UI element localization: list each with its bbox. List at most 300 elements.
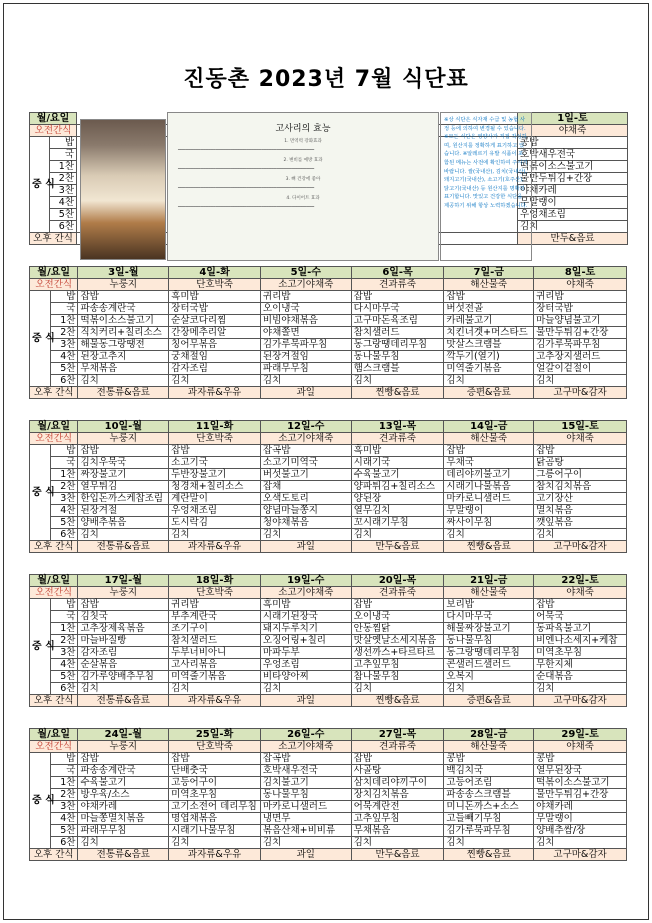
meal-cell: 김가루양배추무침	[78, 671, 169, 683]
pm-snack-cell: 만두&음료	[518, 233, 628, 245]
meal-row	[30, 351, 627, 363]
meal-cell: 떡볶이소스불고기	[78, 315, 169, 327]
meal-row	[30, 505, 627, 517]
meal-cell: 미니돈까스+소스	[444, 801, 534, 813]
item-label: 4찬	[50, 197, 77, 209]
weekday-label: 월/요일	[30, 729, 78, 741]
day-header: 17일-월	[78, 575, 169, 587]
info-line: 3. 뼈 건강에 좋아	[285, 177, 321, 182]
meal-cell: 고들빼기무침	[444, 813, 534, 825]
meal-cell: 비엔나소세지+케찹	[534, 635, 627, 647]
pm-snack-cell: 전통류&음료	[78, 695, 169, 707]
day-header: 29일-토	[534, 729, 627, 741]
info-filler: ━━━━━━━━━━━━━━━━━━━━━━━━━━━━━━━━━━━━━━━━━━━━━━━━━━━━━━	[178, 166, 315, 171]
info-filler: ━━━━━━━━━━━━━━━━━━━━━━━━━━━━━━━━━━━━━━━━━━━━━━━━━━━━━━	[178, 185, 315, 190]
meal-cell: 야채카레	[78, 801, 169, 813]
meal-cell: 사골탕	[351, 765, 444, 777]
meal-cell: 김치	[169, 683, 261, 695]
meal-cell: 한입돈까스케찹조림	[78, 493, 169, 505]
meal-row	[30, 765, 627, 777]
meal-row	[30, 789, 627, 801]
item-label: 1찬	[50, 469, 78, 481]
meal-cell: 햄스크램블	[351, 363, 444, 375]
meal-cell: 깍두기(열기)	[444, 351, 534, 363]
meal-cell: 무채볶음	[78, 363, 169, 375]
am-snack-cell: 단호박죽	[169, 741, 261, 753]
am-snack-cell: 단호박죽	[169, 433, 261, 445]
am-snack-row	[30, 741, 627, 753]
day-header: 3일-월	[78, 267, 169, 279]
meal-row	[30, 599, 627, 611]
meal-cell: 무말랭이	[518, 197, 628, 209]
meal-cell: 김치	[351, 529, 444, 541]
meal-row	[30, 647, 627, 659]
pm-snack-cell: 전통류&음료	[78, 849, 169, 861]
pm-snack-label: 오후 간식	[30, 849, 78, 861]
meal-cell: 잡곡밥	[260, 753, 351, 765]
meal-cell: 참나물무침	[351, 671, 444, 683]
am-snack-cell: 해산물죽	[444, 741, 534, 753]
pm-snack-cell: 과일	[260, 387, 351, 399]
meal-cell: 미역초무침	[169, 789, 261, 801]
item-label: 2찬	[50, 327, 78, 339]
meal-cell: 비빔야채볶음	[260, 315, 351, 327]
item-label: 밥	[50, 291, 78, 303]
meal-cell: 고추장제육볶음	[78, 623, 169, 635]
am-snack-cell: 야채죽	[534, 587, 627, 599]
meal-cell: 무채볶음	[351, 825, 444, 837]
am-snack-label: 오전간식	[30, 587, 78, 599]
meal-cell: 잡채	[260, 481, 351, 493]
item-label: 5찬	[50, 209, 77, 221]
meal-cell: 청경채+칠리소스	[169, 481, 261, 493]
meal-cell: 순살볶음	[78, 659, 169, 671]
meal-cell: 비타양아찌	[260, 671, 351, 683]
lunch-group-label: 중 식	[30, 599, 51, 695]
day-header: 22일-토	[534, 575, 627, 587]
meal-cell: 잡밥	[78, 291, 169, 303]
day-header: 14일-금	[444, 421, 534, 433]
day-header: 11일-화	[169, 421, 261, 433]
item-label: 5찬	[50, 517, 78, 529]
day-header: 10일-월	[78, 421, 169, 433]
am-snack-cell: 누룽지	[78, 433, 169, 445]
meal-cell: 보리밥	[444, 599, 534, 611]
meal-cell: 소고기미역국	[260, 457, 351, 469]
info-line: 2. 변비를 예방 효과	[283, 158, 323, 163]
meal-cell: 수육불고기	[78, 777, 169, 789]
meal-cell: 동그랑땡데리무침	[351, 339, 444, 351]
meal-row	[30, 457, 627, 469]
meal-row	[30, 481, 627, 493]
day-header: 18일-화	[169, 575, 261, 587]
weekday-label: 월/요일	[30, 113, 77, 125]
item-label: 2찬	[50, 481, 78, 493]
meal-cell: 깻잎볶음	[534, 517, 627, 529]
pm-snack-cell: 과자류&우유	[169, 387, 261, 399]
meal-cell: 양된장	[351, 493, 444, 505]
meal-cell: 고사리볶음	[169, 659, 261, 671]
meal-cell: 김치	[534, 529, 627, 541]
am-snack-cell: 누룽지	[78, 741, 169, 753]
day-header: 13일-목	[351, 421, 444, 433]
meal-cell: 고추잎무침	[351, 659, 444, 671]
meal-cell: 떡볶이소스불고기	[518, 161, 628, 173]
meal-cell: 콘샐러드샐러드	[444, 659, 534, 671]
day-header: 12일-수	[260, 421, 351, 433]
meal-cell: 꼬시래기무침	[351, 517, 444, 529]
meal-cell: 김치	[534, 683, 627, 695]
item-label: 국	[50, 149, 77, 161]
day-header: 27일-목	[351, 729, 444, 741]
meal-cell: 백김치국	[444, 765, 534, 777]
meal-row	[30, 825, 627, 837]
meal-cell: 김치	[260, 375, 351, 387]
pm-snack-cell: 고구마&감자	[534, 849, 627, 861]
meal-cell: 참치김치볶음	[534, 481, 627, 493]
meal-cell: 간장메추리알	[169, 327, 261, 339]
meal-row	[30, 291, 627, 303]
meal-row	[30, 469, 627, 481]
item-label: 1찬	[50, 161, 77, 173]
meal-cell: 참치샐러드	[169, 635, 261, 647]
am-snack-cell: 견과류죽	[351, 279, 444, 291]
item-label: 6찬	[50, 683, 78, 695]
meal-row	[30, 363, 627, 375]
meal-cell: 수육불고기	[351, 469, 444, 481]
meal-cell: 잡밥	[534, 445, 627, 457]
meal-cell: 김치	[260, 529, 351, 541]
item-label: 5찬	[50, 825, 78, 837]
meal-row	[30, 813, 627, 825]
meal-cell: 김치	[78, 375, 169, 387]
meal-cell: 잡밥	[444, 291, 534, 303]
pm-snack-cell: 찐빵&음료	[444, 849, 534, 861]
item-label: 5찬	[50, 671, 78, 683]
meal-cell: 마카로니샐러드	[444, 493, 534, 505]
meal-cell: 두반장불고기	[169, 469, 261, 481]
item-label: 4찬	[50, 505, 78, 517]
meal-cell: 우엉채조림	[518, 209, 628, 221]
pm-snack-cell: 만두&음료	[351, 541, 444, 553]
meal-cell: 야채카레	[534, 801, 627, 813]
meal-cell: 양념마늘쫑지	[260, 505, 351, 517]
meal-row	[30, 683, 627, 695]
meal-cell: 물만두튀김+간장	[534, 327, 627, 339]
day-header: 8일-토	[534, 267, 627, 279]
meal-cell: 물만두튀김+간장	[518, 173, 628, 185]
meal-cell: 김가루묵파무침	[534, 339, 627, 351]
meal-cell: 짜사이무침	[444, 517, 534, 529]
am-snack-cell: 견과류죽	[351, 587, 444, 599]
meal-cell: 두부너비아니	[169, 647, 261, 659]
day-header: 26일-수	[260, 729, 351, 741]
meal-cell: 명엽채볶음	[169, 813, 261, 825]
item-label: 밥	[50, 753, 78, 765]
meal-cell: 시래기나물볶음	[444, 481, 534, 493]
day-header: 28일-금	[444, 729, 534, 741]
meal-cell: 양배추볶음	[78, 517, 169, 529]
meal-row	[30, 493, 627, 505]
item-label: 3찬	[50, 185, 77, 197]
meal-cell: 고기장산	[534, 493, 627, 505]
item-label: 3찬	[50, 493, 78, 505]
meal-cell: 귀리밥	[260, 291, 351, 303]
meal-cell: 잡밥	[78, 445, 169, 457]
meal-cell: 오색도토리	[260, 493, 351, 505]
meal-cell: 된장고추지	[78, 351, 169, 363]
meal-cell: 김칫국	[78, 611, 169, 623]
meal-cell: 마파두부	[260, 647, 351, 659]
item-label: 밥	[50, 599, 78, 611]
day-header: 5일-수	[260, 267, 351, 279]
item-label: 국	[50, 611, 78, 623]
meal-cell: 어묵계란전	[351, 801, 444, 813]
info-filler: ━━━━━━━━━━━━━━━━━━━━━━━━━━━━━━━━━━━━━━━━━━━━━━━━━━━━━━	[178, 147, 315, 152]
meal-cell: 시래기국	[351, 457, 444, 469]
meal-cell: 데리야끼불고기	[444, 469, 534, 481]
am-snack-cell: 누룽지	[78, 279, 169, 291]
meal-cell: 호박새우전국	[518, 149, 628, 161]
item-label: 2찬	[50, 789, 78, 801]
meal-cell: 김치	[444, 683, 534, 695]
meal-cell: 고기소전어 데리무침	[169, 801, 261, 813]
meal-cell: 흑미밥	[169, 291, 261, 303]
pm-snack-cell: 고구마&감자	[534, 387, 627, 399]
day-header: 25일-화	[169, 729, 261, 741]
am-snack-cell: 야채죽	[534, 741, 627, 753]
meal-cell: 마늘양념불고기	[534, 315, 627, 327]
meal-cell: 잡밥	[78, 599, 169, 611]
meal-cell: 무채국	[444, 457, 534, 469]
meal-cell: 무한지체	[534, 659, 627, 671]
item-label: 4찬	[50, 813, 78, 825]
meal-cell: 단배춧국	[169, 765, 261, 777]
header-row	[30, 421, 627, 433]
meal-cell: 김치	[78, 683, 169, 695]
meal-cell: 감자조림	[169, 363, 261, 375]
pm-snack-row	[30, 387, 627, 399]
meal-cell: 소고기국	[169, 457, 261, 469]
meal-cell: 카레불고기	[444, 315, 534, 327]
meal-cell: 열무된장국	[534, 765, 627, 777]
meal-cell: 김치	[351, 375, 444, 387]
pm-snack-label: 오후 간식	[30, 541, 78, 553]
am-snack-cell: 해산물죽	[444, 433, 534, 445]
meal-cell: 잡곡밥	[260, 445, 351, 457]
pm-snack-cell: 과일	[260, 541, 351, 553]
meal-cell: 장터국밥	[534, 303, 627, 315]
item-label: 국	[50, 765, 78, 777]
item-label: 5찬	[50, 363, 78, 375]
meal-cell: 고구마돈육조림	[351, 315, 444, 327]
meal-cell: 잡밥	[78, 753, 169, 765]
pm-snack-cell: 고구마&감자	[534, 695, 627, 707]
pm-snack-cell: 만두&음료	[351, 849, 444, 861]
meal-row	[30, 303, 627, 315]
am-snack-label: 오전간식	[30, 433, 78, 445]
meal-cell: 물만두튀김+간장	[534, 789, 627, 801]
meal-row	[30, 777, 627, 789]
pm-snack-cell: 증편&음료	[444, 387, 534, 399]
meal-cell: 콩밥	[518, 137, 628, 149]
meal-cell: 청야채볶음	[260, 517, 351, 529]
meal-cell: 김치	[169, 837, 261, 849]
meal-cell: 시래기나물무침	[169, 825, 261, 837]
lunch-group-label: 중 식	[30, 137, 50, 233]
meal-cell: 냉면무	[260, 813, 351, 825]
meal-cell: 김치	[444, 375, 534, 387]
info-panel	[167, 112, 439, 261]
item-label: 4찬	[50, 659, 78, 671]
day-header: 20일-목	[351, 575, 444, 587]
day-header: 15일-토	[534, 421, 627, 433]
week-table-4	[29, 574, 627, 707]
meal-cell: 다시마무국	[351, 303, 444, 315]
meal-cell: 김치	[260, 683, 351, 695]
meal-cell: 칭어무볶음	[169, 339, 261, 351]
meal-cell: 콩밥	[444, 753, 534, 765]
header-row	[30, 729, 627, 741]
header-row	[30, 267, 627, 279]
meal-cell: 오복지	[444, 671, 534, 683]
meal-cell: 야채쫄면	[260, 327, 351, 339]
meal-cell: 고추장지샐러드	[534, 351, 627, 363]
food-photo	[80, 119, 166, 260]
meal-cell: 마늘쫑멸치볶음	[78, 813, 169, 825]
pm-snack-cell: 과자류&우유	[169, 849, 261, 861]
page-title: 진동촌 2023년 7월 식단표	[183, 67, 469, 92]
meal-cell: 된장겨절	[78, 505, 169, 517]
meal-cell: 볶음산채+비비류	[260, 825, 351, 837]
meal-row	[30, 801, 627, 813]
meal-cell: 오이냉국	[351, 611, 444, 623]
info-filler: ━━━━━━━━━━━━━━━━━━━━━━━━━━━━━━━━━━━━━━━━━━━━━━━━━━━━━━	[178, 204, 315, 209]
meal-cell: 동나물무침	[444, 635, 534, 647]
meal-cell: 파래무무침	[260, 363, 351, 375]
meal-cell: 계란말이	[169, 493, 261, 505]
meal-row	[30, 445, 627, 457]
meal-cell: 순대볶음	[534, 671, 627, 683]
day-header: 21일-금	[444, 575, 534, 587]
weekday-label: 월/요일	[30, 421, 78, 433]
meal-cell: 다시마무국	[444, 611, 534, 623]
am-snack-cell: 해산물죽	[444, 279, 534, 291]
weekday-label: 월/요일	[30, 267, 78, 279]
meal-cell: 오이냉국	[260, 303, 351, 315]
info-title: 고사리의 효능	[275, 124, 331, 134]
pm-snack-label: 오후 간식	[30, 387, 78, 399]
am-snack-row	[30, 279, 627, 291]
meal-cell: 열무튀김	[78, 481, 169, 493]
meal-cell: 흑미밥	[351, 445, 444, 457]
item-label: 밥	[50, 445, 78, 457]
meal-cell: 버섯불고기	[260, 469, 351, 481]
meal-cell: 우엉채조림	[169, 505, 261, 517]
meal-cell: 맛살스크램블	[444, 339, 534, 351]
meal-cell: 귀리밥	[169, 599, 261, 611]
meal-cell: 장터국밥	[169, 303, 261, 315]
week-table-2	[29, 266, 627, 399]
am-snack-label: 오전간식	[30, 125, 77, 137]
meal-cell: 짜장불고기	[78, 469, 169, 481]
meal-cell: 고등어구이	[169, 777, 261, 789]
item-label: 밥	[50, 137, 77, 149]
meal-cell: 김가루묵파무침	[260, 339, 351, 351]
meal-cell: 조기구이	[169, 623, 261, 635]
pm-snack-cell: 고구마&감자	[534, 541, 627, 553]
am-snack-cell: 누룽지	[78, 587, 169, 599]
day-header: 7일-금	[444, 267, 534, 279]
meal-cell: 얼갈이겉절이	[534, 363, 627, 375]
am-snack-cell: 야채죽	[534, 433, 627, 445]
notice-text: ※상 식단은 식자재 수급 및 농협 사정 등에 의하여 변경될 수 있습니다. ※모든 식단은 영양사가 직접 작성하며, 원산지를 정확하게 표기하고 있습니다. ※알레르기 유발 식품이 포함된 메뉴는 사전에 확인하여 주시기 바랍니다. 쌀(국내산), 김치(국내산), 돼지고기(국내산), 소고기(호주산), 닭고기(국내산) 등 원산지를 명확히 표기합니다. 맛있고 건강한 식단을 제공하기 위해 항상 노력하겠습니다.	[440, 112, 532, 261]
am-snack-label: 오전간식	[30, 741, 78, 753]
meal-cell: 참치샐러드	[351, 327, 444, 339]
item-label: 3찬	[50, 647, 78, 659]
lunch-group-label: 중 식	[30, 445, 51, 541]
meal-cell: 잡밥	[534, 599, 627, 611]
meal-cell: 김치	[534, 837, 627, 849]
pm-snack-row	[30, 849, 627, 861]
meal-cell: 순살코다리찜	[169, 315, 261, 327]
meal-cell: 콩밥	[534, 753, 627, 765]
am-snack-cell: 소고기야채죽	[260, 741, 351, 753]
meal-cell: 미역줄기볶음	[169, 671, 261, 683]
meal-cell: 돼지두루치기	[260, 623, 351, 635]
meal-cell: 장치김치볶음	[351, 789, 444, 801]
meal-row	[30, 623, 627, 635]
meal-row	[30, 753, 627, 765]
meal-cell: 해물짜장불고기	[444, 623, 534, 635]
meal-cell: 부추계란국	[169, 611, 261, 623]
pm-snack-cell: 과자류&우유	[169, 541, 261, 553]
meal-cell: 직치커리+칠리소스	[78, 327, 169, 339]
meal-cell: 잡밥	[351, 753, 444, 765]
pm-snack-cell: 전통류&음료	[78, 387, 169, 399]
meal-cell: 동나물무침	[260, 789, 351, 801]
meal-cell: 잡밥	[169, 753, 261, 765]
meal-cell: 감자조림	[78, 647, 169, 659]
meal-cell: 마카로니샐러드	[260, 801, 351, 813]
pm-snack-cell: 과일	[260, 695, 351, 707]
meal-cell: 고등어조림	[444, 777, 534, 789]
meal-row	[30, 315, 627, 327]
weekday-label: 월/요일	[30, 575, 78, 587]
meal-cell: 떡볶이소스불고기	[534, 777, 627, 789]
meal-cell: 김치	[169, 375, 261, 387]
meal-cell: 방우육/소스	[78, 789, 169, 801]
meal-cell: 무말랭이	[444, 505, 534, 517]
item-label: 2찬	[50, 635, 78, 647]
day-header: 24일-월	[78, 729, 169, 741]
meal-cell: 시래기된장국	[260, 611, 351, 623]
meal-cell: 우엉조림	[260, 659, 351, 671]
meal-cell: 동파육불고기	[534, 623, 627, 635]
pm-snack-cell: 전통류&음료	[78, 541, 169, 553]
meal-cell: 동나물무침	[351, 351, 444, 363]
meal-row	[30, 611, 627, 623]
item-label: 1찬	[50, 777, 78, 789]
item-label: 6찬	[50, 529, 78, 541]
pm-snack-cell: 찐빵&음료	[351, 695, 444, 707]
meal-cell: 흑미밥	[260, 599, 351, 611]
am-snack-cell: 소고기야채죽	[260, 587, 351, 599]
item-label: 6찬	[50, 375, 78, 387]
meal-cell: 김치	[169, 529, 261, 541]
am-snack-cell: 소고기야채죽	[260, 279, 351, 291]
meal-cell: 호박새우전국	[260, 765, 351, 777]
